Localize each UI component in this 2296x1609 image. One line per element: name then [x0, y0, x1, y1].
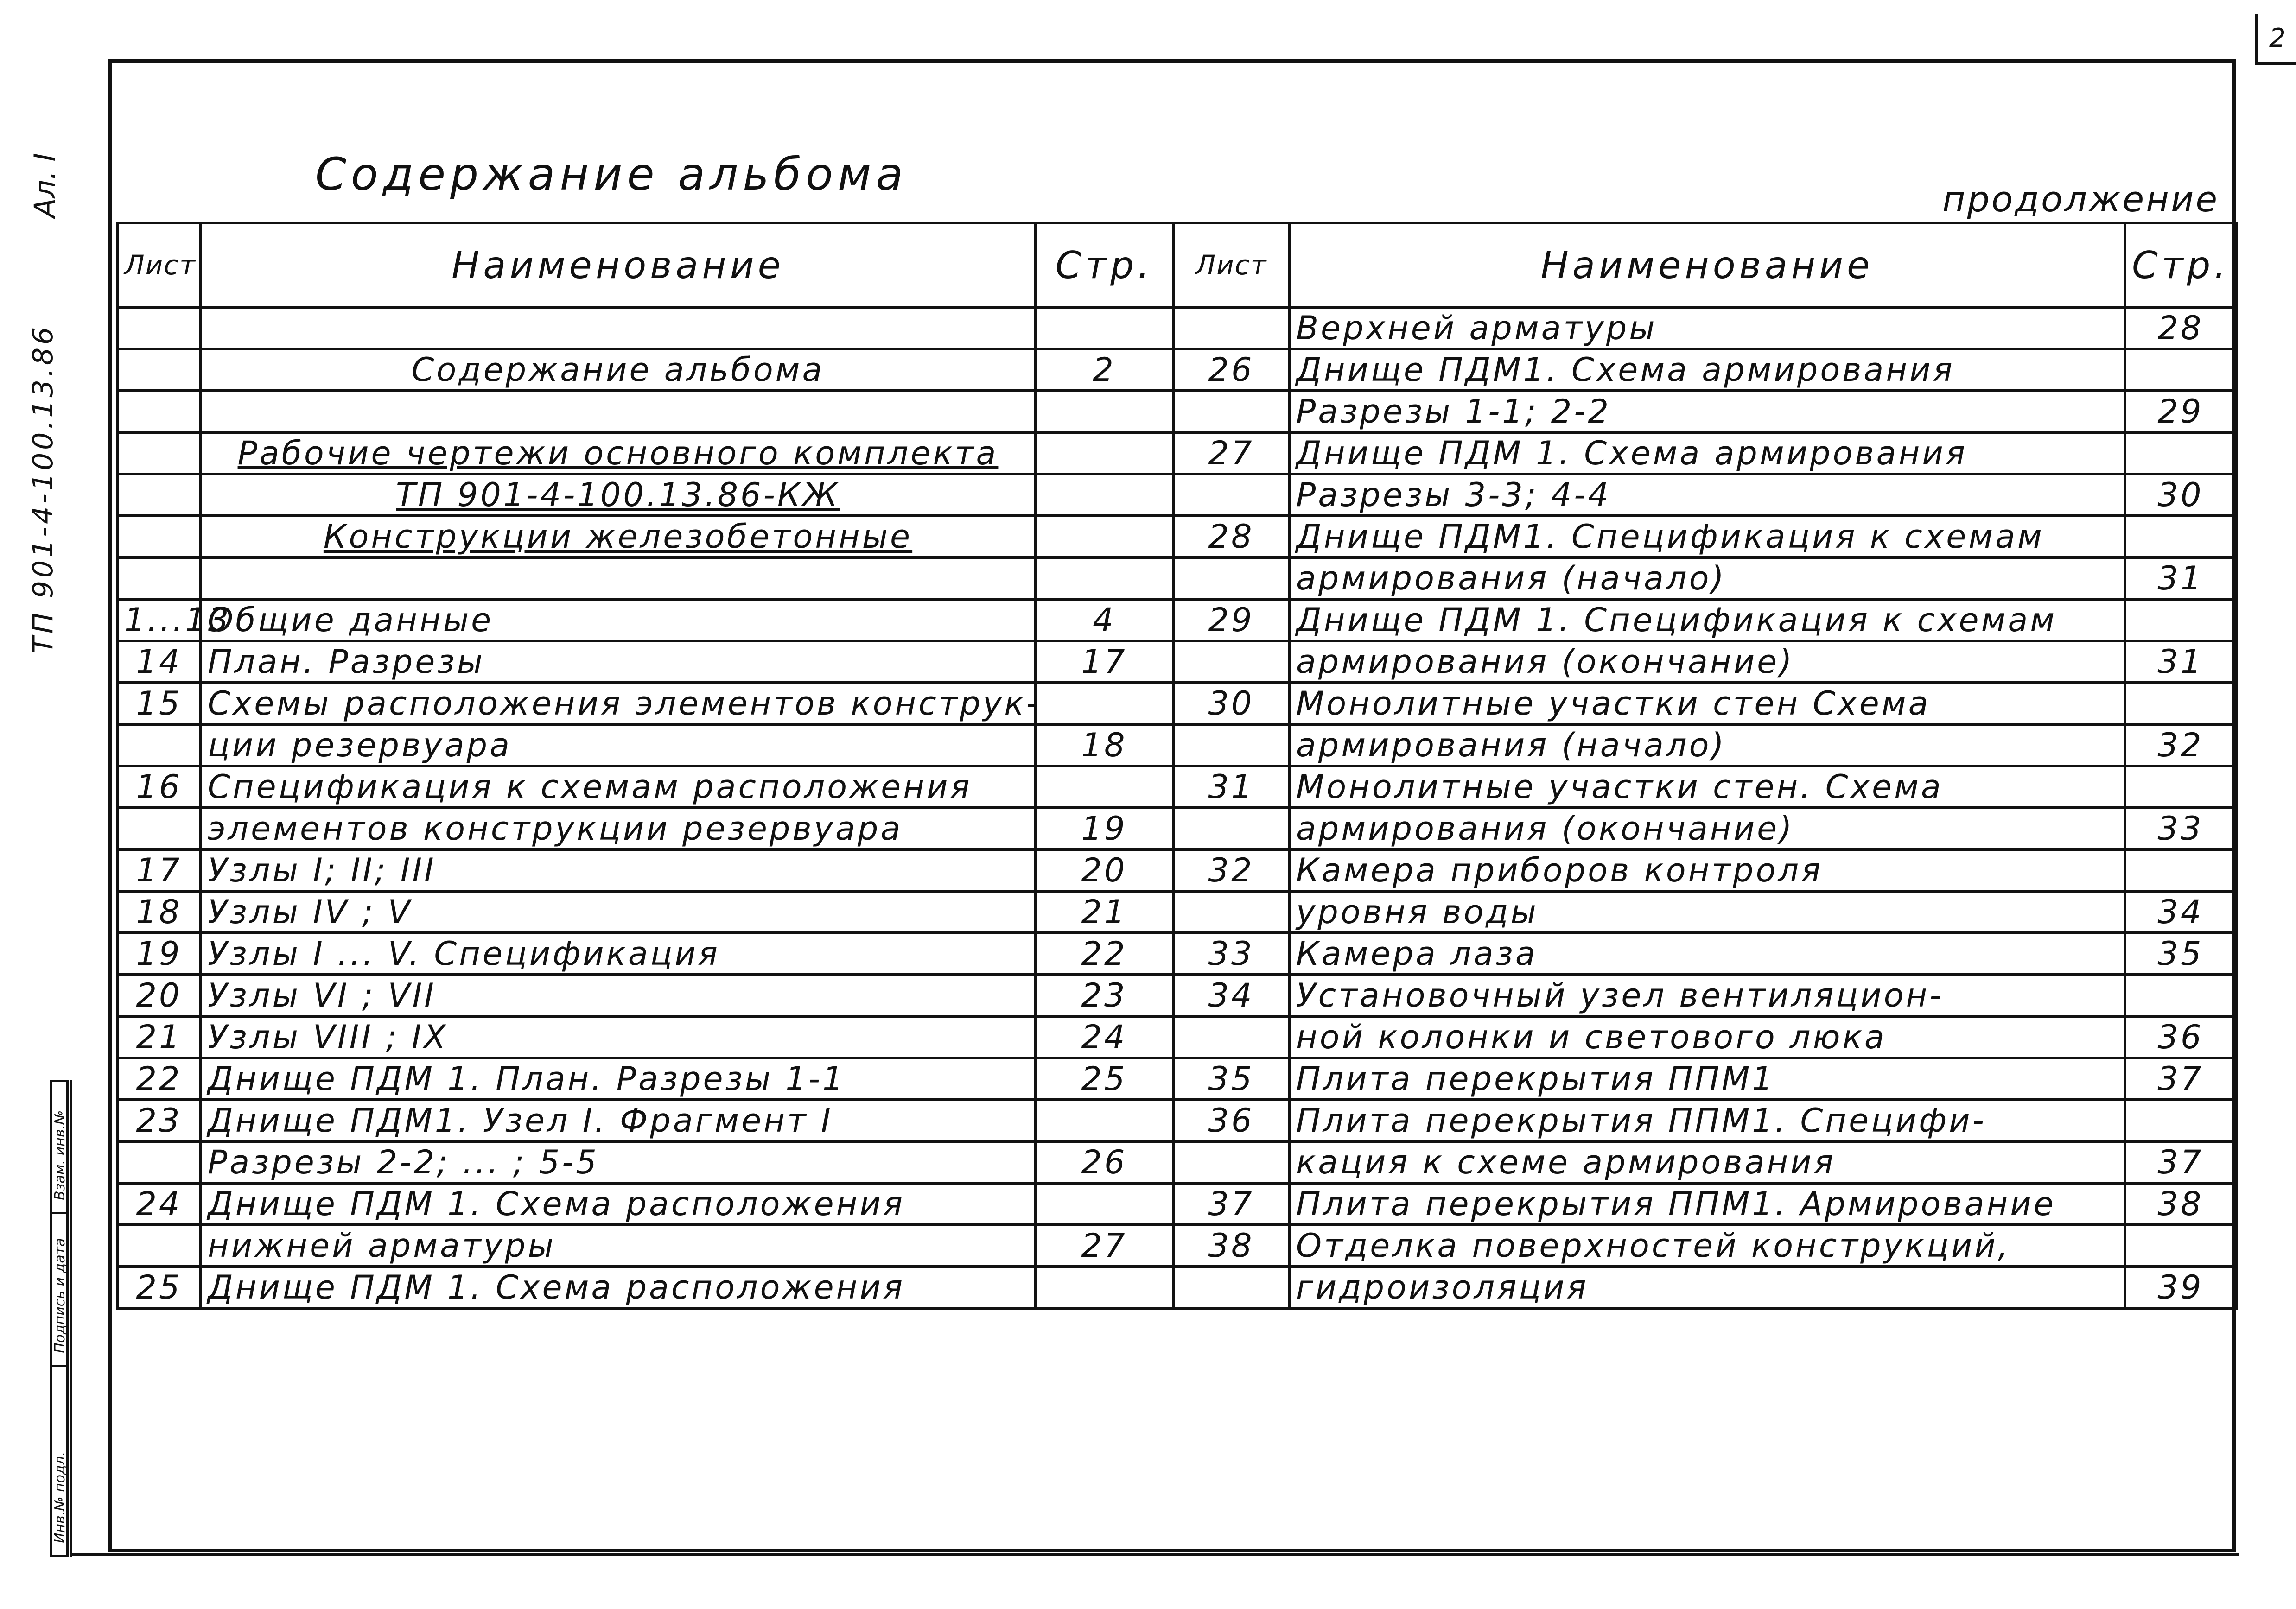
cell-sheet: 30 [1173, 683, 1289, 724]
cell-name: Отделка поверхностей конструкций, [1289, 1225, 2125, 1267]
cell-page [2125, 516, 2236, 557]
cell-page: 37 [2125, 1141, 2236, 1183]
cell-name: армирования (начало) [1289, 724, 2125, 766]
cell-page [1035, 1183, 1173, 1225]
table-row [117, 891, 1173, 933]
cell-sheet: 29 [1173, 599, 1289, 641]
table-row [117, 1267, 1173, 1308]
table-row [1173, 891, 2236, 933]
cell-page: 18 [1035, 724, 1173, 766]
table-row [1173, 1141, 2236, 1183]
cell-sheet: 15 [117, 683, 201, 724]
cell-page: 28 [2125, 307, 2236, 349]
page-title: Содержание альбома [315, 148, 908, 200]
cell-sheet [1173, 641, 1289, 683]
table-row [1173, 1058, 2236, 1100]
cell-name: Днище ПДМ 1. Спецификация к схемам [1289, 599, 2125, 641]
table-row [1173, 599, 2236, 641]
header-page: Стр. [1035, 223, 1173, 307]
table-row [1173, 307, 2236, 349]
table-row [117, 1100, 1173, 1141]
header-sheet: Лист [117, 223, 201, 307]
cell-sheet: 22 [117, 1058, 201, 1100]
cell-name: Монолитные участки стен Схема [1289, 683, 2125, 724]
cell-page: 39 [2125, 1267, 2236, 1308]
table-row [1173, 1100, 2236, 1141]
cell-sheet: 17 [117, 849, 201, 891]
cell-page: 27 [1035, 1225, 1173, 1267]
cell-name: ции резервуара [201, 724, 1035, 766]
table-row [1173, 1183, 2236, 1225]
cell-name: кация к схеме армирования [1289, 1141, 2125, 1183]
table-row [1173, 641, 2236, 683]
cell-sheet [117, 307, 201, 349]
cell-sheet: 23 [117, 1100, 201, 1141]
cell-name: Днище ПДМ 1. Схема армирования [1289, 432, 2125, 474]
cell-name: армирования (окончание) [1289, 808, 2125, 849]
cell-page: 35 [2125, 933, 2236, 975]
table-row [117, 349, 1173, 391]
cell-page [2125, 975, 2236, 1016]
cell-page: 31 [2125, 557, 2236, 599]
cell-sheet [1173, 1016, 1289, 1058]
cell-page: 23 [1035, 975, 1173, 1016]
cell-sheet: 25 [117, 1267, 201, 1308]
table-row [117, 1016, 1173, 1058]
table-row [1173, 683, 2236, 724]
cell-sheet: 24 [117, 1183, 201, 1225]
cell-page: 29 [2125, 391, 2236, 432]
cell-page [2125, 1225, 2236, 1267]
cell-sheet [117, 1225, 201, 1267]
cell-name [201, 307, 1035, 349]
cell-page: 17 [1035, 641, 1173, 683]
table-row [1173, 349, 2236, 391]
cell-page [2125, 599, 2236, 641]
cell-page [2125, 683, 2236, 724]
cell-name: Узлы VI ; VII [201, 975, 1035, 1016]
cell-sheet: 36 [1173, 1100, 1289, 1141]
contents-table-left [116, 222, 1175, 1310]
cell-name: Днище ПДМ 1. План. Разрезы 1-1 [201, 1058, 1035, 1100]
table-row [1173, 1225, 2236, 1267]
cell-name: Схемы расположения элементов конструк- [201, 683, 1035, 724]
cell-sheet: 16 [117, 766, 201, 808]
cell-name: армирования (окончание) [1289, 641, 2125, 683]
document-code: ТП 901-4-100.13.86 [27, 324, 59, 653]
cell-name: уровня воды [1289, 891, 2125, 933]
cell-name: Плита перекрытия ППМ1. Специфи- [1289, 1100, 2125, 1141]
cell-page: 20 [1035, 849, 1173, 891]
cell-sheet [1173, 1267, 1289, 1308]
cell-name: Разрезы 1-1; 2-2 [1289, 391, 2125, 432]
cell-page [1035, 474, 1173, 516]
cell-page: 31 [2125, 641, 2236, 683]
cell-name: Днище ПДМ1. Схема армирования [1289, 349, 2125, 391]
cell-name: Узлы IV ; V [201, 891, 1035, 933]
table-row [117, 474, 1173, 516]
cell-sheet: 18 [117, 891, 201, 933]
cell-page [1035, 307, 1173, 349]
cell-page: 4 [1035, 599, 1173, 641]
table-row [117, 557, 1173, 599]
table-row [117, 975, 1173, 1016]
cell-name: Общие данные [201, 599, 1035, 641]
cell-name: Конструкции железобетонные [201, 516, 1035, 557]
cell-sheet: 19 [117, 933, 201, 975]
cell-sheet [117, 349, 201, 391]
cell-name: Днище ПДМ 1. Схема расположения [201, 1267, 1035, 1308]
cell-name: Узлы I ... V. Спецификация [201, 933, 1035, 975]
cell-name: Днище ПДМ1. Спецификация к схемам [1289, 516, 2125, 557]
cell-sheet: 28 [1173, 516, 1289, 557]
cell-name: Плита перекрытия ППМ1 [1289, 1058, 2125, 1100]
table-row [1173, 933, 2236, 975]
sheet-number: 2 [2269, 23, 2286, 53]
cell-sheet [117, 432, 201, 474]
bottom-line [70, 1553, 2239, 1556]
cell-sheet [117, 474, 201, 516]
cell-page: 34 [2125, 891, 2236, 933]
cell-sheet [117, 516, 201, 557]
table-row [1173, 724, 2236, 766]
cell-sheet [1173, 891, 1289, 933]
cell-name: Рабочие чертежи основного комплекта [201, 432, 1035, 474]
table-row [1173, 432, 2236, 474]
cell-name: Спецификация к схемам расположения [201, 766, 1035, 808]
cell-sheet: 38 [1173, 1225, 1289, 1267]
cell-page: 36 [2125, 1016, 2236, 1058]
cell-page [2125, 849, 2236, 891]
cell-sheet: 26 [1173, 349, 1289, 391]
cell-sheet: 20 [117, 975, 201, 1016]
stamp-label-signature: Подпись и дата [52, 1238, 68, 1353]
table-row [117, 683, 1173, 724]
cell-page [1035, 432, 1173, 474]
cell-sheet [117, 808, 201, 849]
cell-sheet: 21 [117, 1016, 201, 1058]
cell-page: 2 [1035, 349, 1173, 391]
cell-page [1035, 766, 1173, 808]
cell-name: армирования (начало) [1289, 557, 2125, 599]
header-page: Стр. [2125, 223, 2236, 307]
margin-line [70, 1080, 72, 1557]
cell-page: 26 [1035, 1141, 1173, 1183]
stamp-label-replacement: Взам. инв.№ [52, 1110, 68, 1200]
cell-name: Разрезы 3-3; 4-4 [1289, 474, 2125, 516]
cell-name: Установочный узел вентиляцион- [1289, 975, 2125, 1016]
cell-page [2125, 349, 2236, 391]
cell-sheet: 33 [1173, 933, 1289, 975]
table-header-row [117, 223, 1173, 307]
table-row [1173, 766, 2236, 808]
cell-sheet [1173, 557, 1289, 599]
cell-page: 19 [1035, 808, 1173, 849]
header-sheet: Лист [1173, 223, 1289, 307]
cell-sheet: 14 [117, 641, 201, 683]
table-row [1173, 557, 2236, 599]
cell-sheet: 32 [1173, 849, 1289, 891]
table-row [117, 599, 1173, 641]
cell-name: гидроизоляция [1289, 1267, 2125, 1308]
cell-name: элементов конструкции резервуара [201, 808, 1035, 849]
continuation-label: продолжение [1942, 178, 2220, 220]
contents-table-right [1172, 222, 2238, 1310]
cell-sheet [1173, 808, 1289, 849]
table-row [117, 724, 1173, 766]
table-row [117, 1225, 1173, 1267]
cell-sheet [117, 1141, 201, 1183]
cell-name: Узлы VIII ; IX [201, 1016, 1035, 1058]
cell-name: Разрезы 2-2; ... ; 5-5 [201, 1141, 1035, 1183]
cell-sheet [1173, 391, 1289, 432]
cell-page [1035, 1100, 1173, 1141]
table-row [117, 432, 1173, 474]
header-name: Наименование [201, 223, 1035, 307]
cell-sheet [1173, 307, 1289, 349]
table-row [117, 1058, 1173, 1100]
table-row [117, 516, 1173, 557]
cell-page [2125, 766, 2236, 808]
cell-page [2125, 432, 2236, 474]
cell-page: 21 [1035, 891, 1173, 933]
table-row [1173, 849, 2236, 891]
table-row [1173, 1267, 2236, 1308]
cell-sheet: 27 [1173, 432, 1289, 474]
cell-sheet [1173, 1141, 1289, 1183]
cell-sheet [1173, 474, 1289, 516]
cell-sheet: 35 [1173, 1058, 1289, 1100]
cell-page [1035, 557, 1173, 599]
cell-page [1035, 683, 1173, 724]
cell-page: 25 [1035, 1058, 1173, 1100]
cell-page [1035, 1267, 1173, 1308]
cell-name: Днище ПДМ 1. Схема расположения [201, 1183, 1035, 1225]
cell-name: Плита перекрытия ППМ1. Армирование [1289, 1183, 2125, 1225]
table-row [1173, 1016, 2236, 1058]
table-row [117, 766, 1173, 808]
album-mark: Ал. I [28, 153, 62, 218]
cell-page: 37 [2125, 1058, 2236, 1100]
table-row [117, 641, 1173, 683]
cell-name [201, 557, 1035, 599]
cell-name: Монолитные участки стен. Схема [1289, 766, 2125, 808]
cell-page: 22 [1035, 933, 1173, 975]
table-row [117, 933, 1173, 975]
cell-name: Камера приборов контроля [1289, 849, 2125, 891]
cell-sheet: 1...13 [117, 599, 201, 641]
table-row [1173, 808, 2236, 849]
table-row [117, 391, 1173, 432]
cell-name: Днище ПДМ1. Узел I. Фрагмент I [201, 1100, 1035, 1141]
cell-name [201, 391, 1035, 432]
cell-page: 32 [2125, 724, 2236, 766]
cell-page: 24 [1035, 1016, 1173, 1058]
table-row [1173, 474, 2236, 516]
table-row [1173, 975, 2236, 1016]
cell-sheet: 34 [1173, 975, 1289, 1016]
table-header-row [1173, 223, 2236, 307]
cell-sheet [117, 557, 201, 599]
header-name: Наименование [1289, 223, 2125, 307]
cell-sheet: 31 [1173, 766, 1289, 808]
cell-sheet [1173, 724, 1289, 766]
table-row [117, 307, 1173, 349]
table-row [117, 1183, 1173, 1225]
cell-sheet [117, 391, 201, 432]
table-row [117, 849, 1173, 891]
cell-name: Верхней арматуры [1289, 307, 2125, 349]
cell-page [1035, 391, 1173, 432]
table-row [117, 1141, 1173, 1183]
stamp-label-inventory: Инв.№ подл. [52, 1451, 68, 1543]
cell-name: План. Разрезы [201, 641, 1035, 683]
cell-sheet: 37 [1173, 1183, 1289, 1225]
cell-page [1035, 516, 1173, 557]
cell-sheet [117, 724, 201, 766]
cell-name: Камера лаза [1289, 933, 2125, 975]
cell-page [2125, 1100, 2236, 1141]
cell-page: 30 [2125, 474, 2236, 516]
cell-page: 38 [2125, 1183, 2236, 1225]
table-row [1173, 391, 2236, 432]
cell-name: ной колонки и светового люка [1289, 1016, 2125, 1058]
cell-name: Содержание альбома [201, 349, 1035, 391]
cell-name: ТП 901-4-100.13.86-КЖ [201, 474, 1035, 516]
table-row [1173, 516, 2236, 557]
cell-name: нижней арматуры [201, 1225, 1035, 1267]
cell-name: Узлы I; II; III [201, 849, 1035, 891]
table-row [117, 808, 1173, 849]
cell-page: 33 [2125, 808, 2236, 849]
